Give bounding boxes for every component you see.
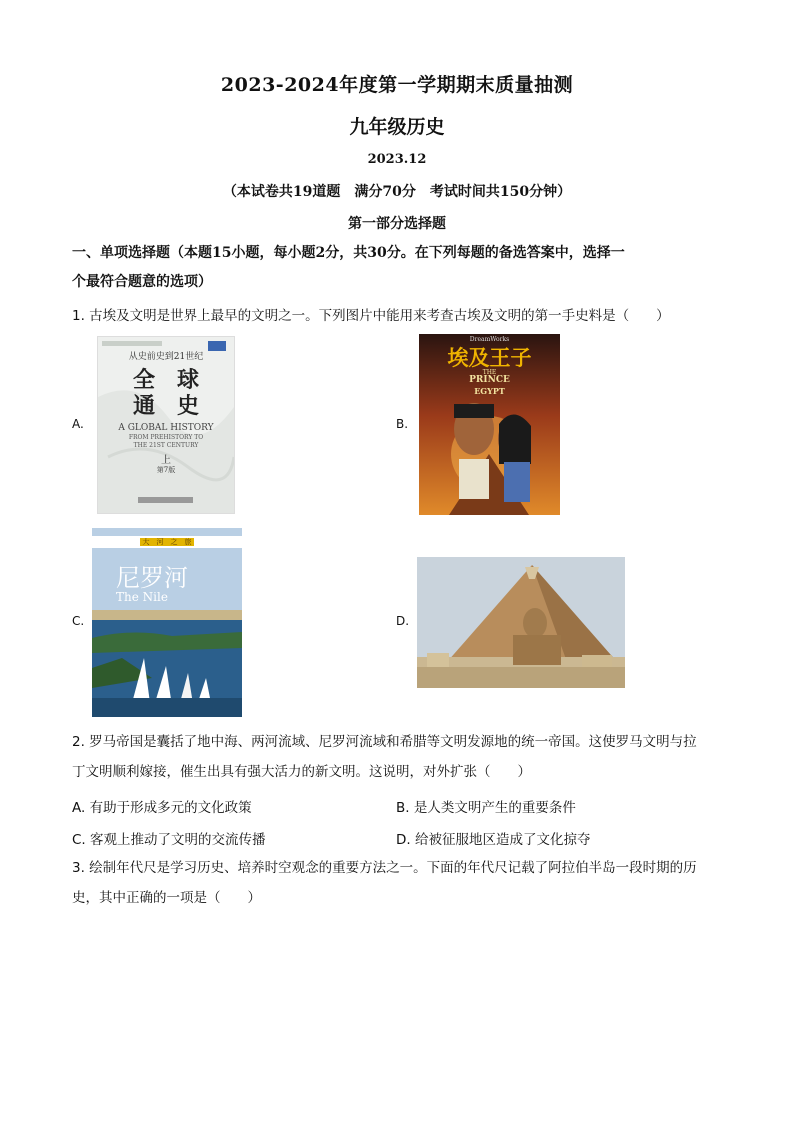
question-1-stem: 1. 古埃及文明是世界上最早的文明之一。下列图片中能用来考查古埃及文明的第一手史料是（ ） (72, 308, 670, 324)
question-2-line2: 丁文明顺利嫁接，催生出具有强大活力的新文明。这说明，对外扩张（ ） (72, 764, 531, 780)
book-a-en2: FROM PREHISTORY TO (128, 434, 204, 441)
book-a-volume: 上 (161, 455, 171, 466)
book-a-title-line2: 通 史 (132, 393, 199, 419)
poster-b-en3: EGYPT (474, 386, 505, 396)
exam-subject: 九年级历史 (349, 116, 445, 138)
book-a-en3: THE 21ST CENTURY (133, 442, 199, 449)
q2-option-b: B. 是人类文明产生的重要条件 (396, 800, 576, 816)
book-c-series: 大 河 之 旅 (142, 538, 192, 546)
q1-option-c-label: C. (72, 614, 85, 628)
q1-option-d-label: D. (396, 614, 410, 628)
poster-b-en1: THE (482, 369, 497, 376)
q1-option-a-image (97, 336, 235, 514)
question-3-line2: 史，其中正确的一项是（ ） (72, 890, 261, 906)
question-2-line1: 2. 罗马帝国是囊括了地中海、两河流域、尼罗河流域和希腊等文明发源地的统一帝国。这使罗马文明与拉 (72, 734, 697, 750)
book-c-en-title: The Nile (116, 590, 168, 604)
exam-date: 2023.12 (367, 152, 427, 167)
poster-b-studio: DreamWorks (469, 336, 510, 343)
poster-b-en2: PRINCE (469, 375, 510, 385)
question-3-line1: 3. 绘制年代尺是学习历史、培养时空观念的重要方法之一。下面的年代尺记载了阿拉伯半岛一段时期的历 (72, 860, 697, 876)
section-instruction-line2: 个最符合题意的选项） (72, 274, 212, 290)
book-a-en1: A GLOBAL HISTORY (118, 423, 214, 433)
pyramid-sphinx-photo (417, 557, 625, 688)
nile-book-cover (92, 528, 242, 717)
book-a-title-line1: 全 球 (132, 367, 199, 393)
book-c-cn-title: 尼罗河 (116, 564, 188, 592)
book-a-edition: 第7版 (156, 466, 176, 474)
poster-b-cn-title: 埃及王子 (447, 345, 532, 370)
exam-title: 2023-2024年度第一学期期末质量抽测 (220, 74, 574, 96)
q1-option-b-label: B. (396, 417, 409, 431)
exam-info: （本试卷共19道题 满分70分 考试时间共150分钟） (222, 184, 572, 200)
q1-option-b-image (419, 334, 560, 515)
q1-option-d-image (417, 557, 625, 688)
book-a-top-text: 从史前史到21世纪 (128, 352, 204, 362)
q2-option-a: A. 有助于形成多元的文化政策 (72, 800, 252, 816)
q2-option-d: D. 给被征服地区造成了文化掠夺 (396, 832, 591, 848)
part-heading: 第一部分选择题 (348, 216, 446, 232)
section-instruction-line1: 一、单项选择题（本题15小题，每小题2分，共30分。在下列每题的备选答案中，选择一 (72, 245, 625, 261)
q1-option-a-label: A. (72, 417, 84, 431)
q2-option-c: C. 客观上推动了文明的交流传播 (72, 832, 266, 848)
q1-option-c-image (92, 528, 242, 717)
